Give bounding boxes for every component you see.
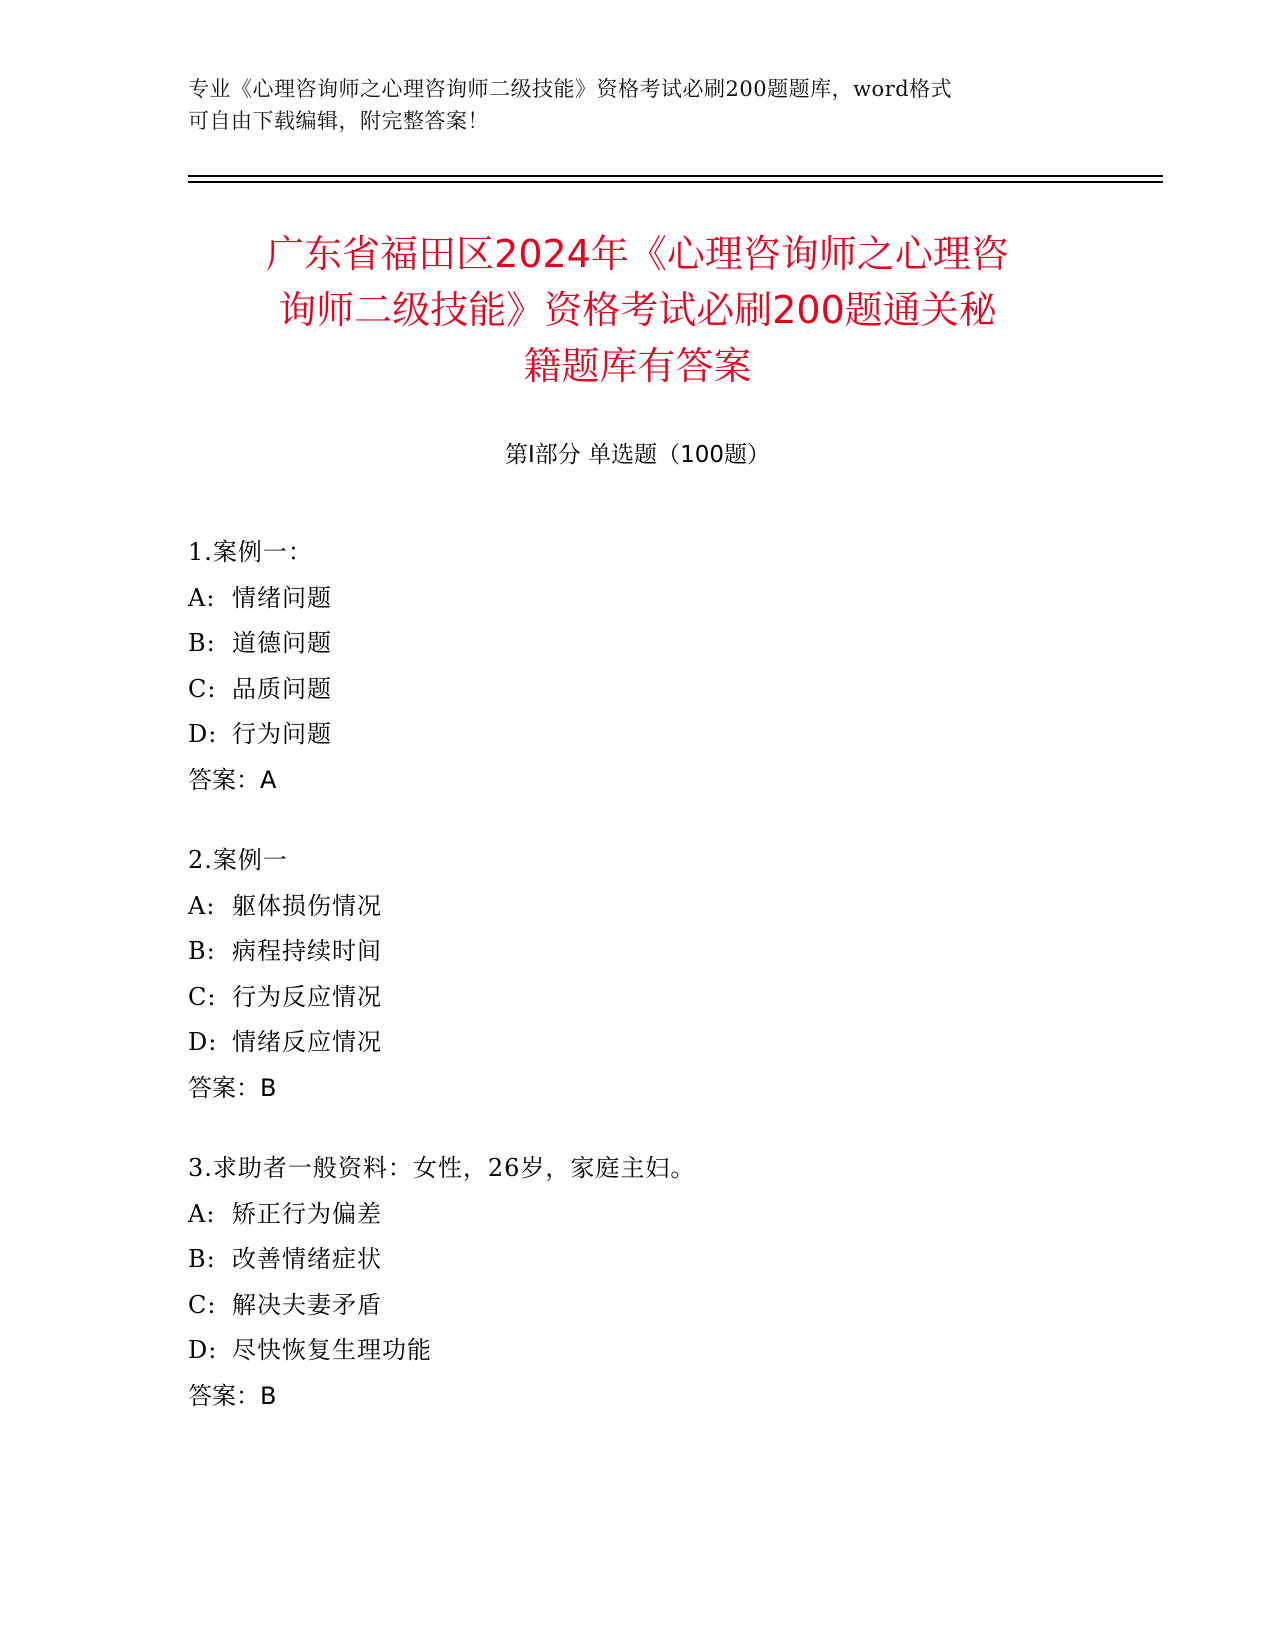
option-b (188, 1237, 1088, 1283)
option-letter: B: (188, 1245, 216, 1273)
option-d (188, 1020, 1088, 1066)
answer: 答案：B (188, 1381, 277, 1410)
option-text: 情绪反应情况 (232, 1028, 382, 1056)
option-text: 行为问题 (232, 720, 332, 748)
option-text: 改善情绪症状 (232, 1245, 382, 1273)
option-letter: A: (188, 583, 216, 612)
answer: 答案：B (188, 1073, 277, 1102)
header-rule-bottom (188, 181, 1163, 183)
option-text: 病程持续时间 (232, 937, 382, 965)
option-a (188, 1192, 1088, 1238)
header-note-line-1: 专业《心理咨询师之心理咨询师二级技能》资格考试必刷200题题库，word格式 (188, 77, 953, 101)
option-text: 道德问题 (232, 629, 332, 657)
question-1 (188, 530, 1088, 803)
option-b (188, 621, 1088, 667)
document-title (150, 226, 1125, 394)
option-text: 矫正行为偏差 (232, 1199, 382, 1228)
option-letter: D: (188, 1028, 218, 1056)
option-text: 行为反应情况 (232, 982, 382, 1011)
header-rule-top (188, 175, 1163, 177)
question-stem: 2.案例一 (188, 846, 288, 874)
section-title: 第Ⅰ部分 单选题（100题） (505, 442, 770, 468)
document-title-line-3: 籍题库有答案 (523, 344, 752, 388)
option-letter: B: (188, 629, 216, 657)
option-a (188, 884, 1088, 930)
option-d (188, 712, 1088, 758)
option-letter: A: (188, 1199, 216, 1228)
option-text: 尽快恢复生理功能 (232, 1336, 432, 1364)
option-c (188, 667, 1088, 713)
header-note-line-2: 可自由下载编辑，附完整答案！ (188, 109, 489, 133)
option-c (188, 1283, 1088, 1329)
option-letter: A: (188, 891, 216, 920)
option-letter: C: (188, 1290, 217, 1319)
question-stem: 3.求助者一般资料：女性，26岁，家庭主妇。 (188, 1154, 696, 1182)
option-letter: D: (188, 1336, 218, 1364)
option-letter: C: (188, 674, 217, 703)
option-letter: C: (188, 982, 217, 1011)
option-text: 品质问题 (232, 674, 332, 703)
option-c (188, 975, 1088, 1021)
option-a (188, 576, 1088, 622)
question-2 (188, 838, 1088, 1111)
option-text: 情绪问题 (232, 583, 332, 612)
option-letter: D: (188, 720, 218, 748)
question-stem: 1.案例一： (188, 538, 313, 566)
answer: 答案：A (188, 765, 277, 794)
document-title-line-2: 询师二级技能》资格考试必刷200题通关秘 (278, 288, 997, 332)
question-3 (188, 1146, 1088, 1419)
question-list (188, 530, 1088, 1454)
option-b (188, 929, 1088, 975)
option-d (188, 1328, 1088, 1374)
header-note (188, 73, 1068, 137)
option-text: 解决夫妻矛盾 (232, 1290, 382, 1319)
document-title-line-1: 广东省福田区2024年《心理咨询师之心理咨 (266, 232, 1009, 276)
option-letter: B: (188, 937, 216, 965)
option-text: 躯体损伤情况 (232, 891, 382, 920)
